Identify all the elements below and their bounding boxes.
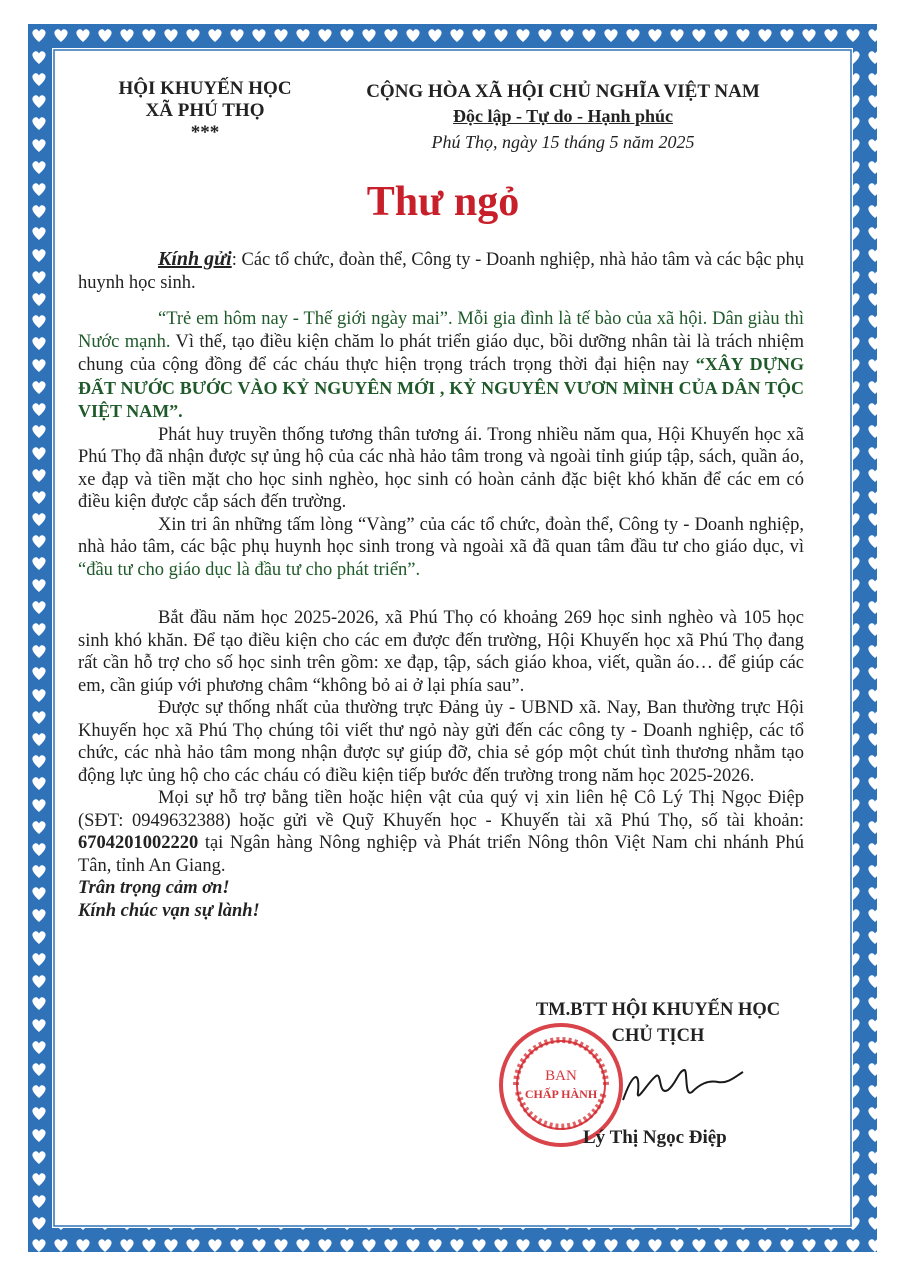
slogan-text: “Trẻ em hôm nay - Thế giới ngày mai”. Mỗi gia đình là tế bào của xã hội. Dân giàu thì Nước mạnh.	[78, 309, 804, 352]
org-stars: ***	[190, 122, 220, 143]
greeting-text: : Các tổ chức, đoàn thể, Công ty - Doanh nghiệp, nhà hảo tâm và các bậc phụ huynh học sinh.	[78, 250, 804, 293]
paragraph-2: Phát huy truyền thống tương thân tương ái. Trong nhiều năm qua, Hội Khuyến học xã Phú Thọ đã nhận được sự ủng hộ của các nhà hảo tâm trong và ngoài tỉnh giúp tập, sách, quần áo, xe đạp và tiền mặt cho học sinh nghèo, học sinh có hoàn cảnh đặc biệt khó khăn để các em có điều kiện được cắp sách đến trường.	[78, 424, 804, 512]
paragraph-1-text: Vì thế, tạo điều kiện chăm lo phát triển giáo dục, bồi dưỡng nhân tài là trách nhiệm chung của cộng đồng để các cháu thực hiện trọng trách trọng thời đại hiện nay	[78, 331, 805, 375]
letter-page	[78, 72, 808, 1212]
signature-position: CHỦ TỊCH	[611, 1026, 705, 1046]
handwritten-signature	[618, 1062, 748, 1112]
era-slogan: “XÂY DỰNG ĐẤT NƯỚC BƯỚC VÀO KỶ NGUYÊN MỚI , KỶ NGUYÊN VƯƠN MÌNH CỦA DÂN TỘC VIỆT NAM”.	[78, 354, 804, 421]
paragraph-3-quote: “đầu tư cho giáo dục là đầu tư cho phát triển”.	[78, 559, 421, 580]
national-header	[328, 80, 798, 154]
closing-thanks: Trân trọng cảm ơn!	[78, 878, 230, 898]
bank-account-number: 6704201002220	[78, 833, 199, 853]
letter-date: Phú Thọ, ngày 15 tháng 5 năm 2025	[431, 132, 695, 152]
signature-title: TM.BTT HỘI KHUYẾN HỌC	[535, 1000, 781, 1020]
paragraph-3-text: Xin tri ân những tấm lòng “Vàng” của các tổ chức, đoàn thể, Công ty - Doanh nghiệp, nhà hảo tâm, các bậc phụ huynh học sinh trong và ngoài xã đã quan tâm đầu tư cho giáo dục, vì	[78, 514, 804, 557]
national-motto: Độc lập - Tự do - Hạnh phúc	[452, 106, 674, 126]
paragraph-5: Được sự thống nhất của thường trực Đảng ủy - UBND xã. Nay, Ban thường trực Hội Khuyến học xã Phú Thọ chúng tôi viết thư ngỏ này gửi đến các công ty - Doanh nghiệp, các tổ chức, các nhà hảo tâm mong nhận được sự giúp đỡ, chia sẻ góp một chút tình thương nhằm tạo động lực ủng hộ cho các cháu có điều kiện tiếp bước đến trường trong năm học 2025-2026.	[78, 698, 804, 786]
closing-wishes: Kính chúc vạn sự lành!	[78, 900, 260, 921]
org-name-line2: XÃ PHÚ THỌ	[145, 100, 265, 121]
seal-text-line2: CHẤP HÀNH	[524, 1087, 598, 1101]
paragraph-4: Bắt đầu năm học 2025-2026, xã Phú Thọ có khoảng 269 học sinh nghèo và 105 học sinh khó khăn. Để tạo điều kiện cho các em được đến trường, Hội Khuyến học xã Phú Thọ đang rất cần hỗ trợ cho số học sinh trên gồm: xe đạp, tập, sách giáo khoa, viết, quần áo… để giúp các em, cần giúp với phương châm “không bỏ ai ở lại phía sau”.	[78, 608, 804, 696]
signer-name: Lý Thị Ngọc Điệp	[583, 1127, 727, 1148]
paragraph-3	[78, 514, 804, 582]
letter-title: Thư ngỏ	[366, 179, 520, 225]
nation-name: CỘNG HÒA XÃ HỘI CHỦ NGHĨA VIỆT NAM	[366, 81, 760, 102]
org-name-line1: HỘI KHUYẾN HỌC	[118, 78, 292, 99]
organization-header	[100, 78, 310, 144]
paragraph-6	[78, 787, 804, 877]
letter-body	[78, 248, 804, 922]
greeting-label: Kính gửi	[158, 248, 232, 270]
paragraph-6-text-a: Mọi sự hỗ trợ bằng tiền hoặc hiện vật của quý vị xin liên hệ Cô Lý Thị Ngọc Điệp (SĐT: 0949632388) hoặc gửi về Quỹ Khuyến học - Khuyến tài xã Phú Thọ, số tài khoản:	[78, 788, 804, 831]
paragraph-6-text-b: tại Ngân hàng Nông nghiệp và Phát triển Nông thôn Việt Nam chi nhánh Phú Tân, tỉnh An Giang.	[78, 833, 804, 876]
seal-text-line1: BAN	[545, 1068, 577, 1084]
greeting	[78, 248, 804, 294]
paragraph-1	[78, 308, 804, 424]
